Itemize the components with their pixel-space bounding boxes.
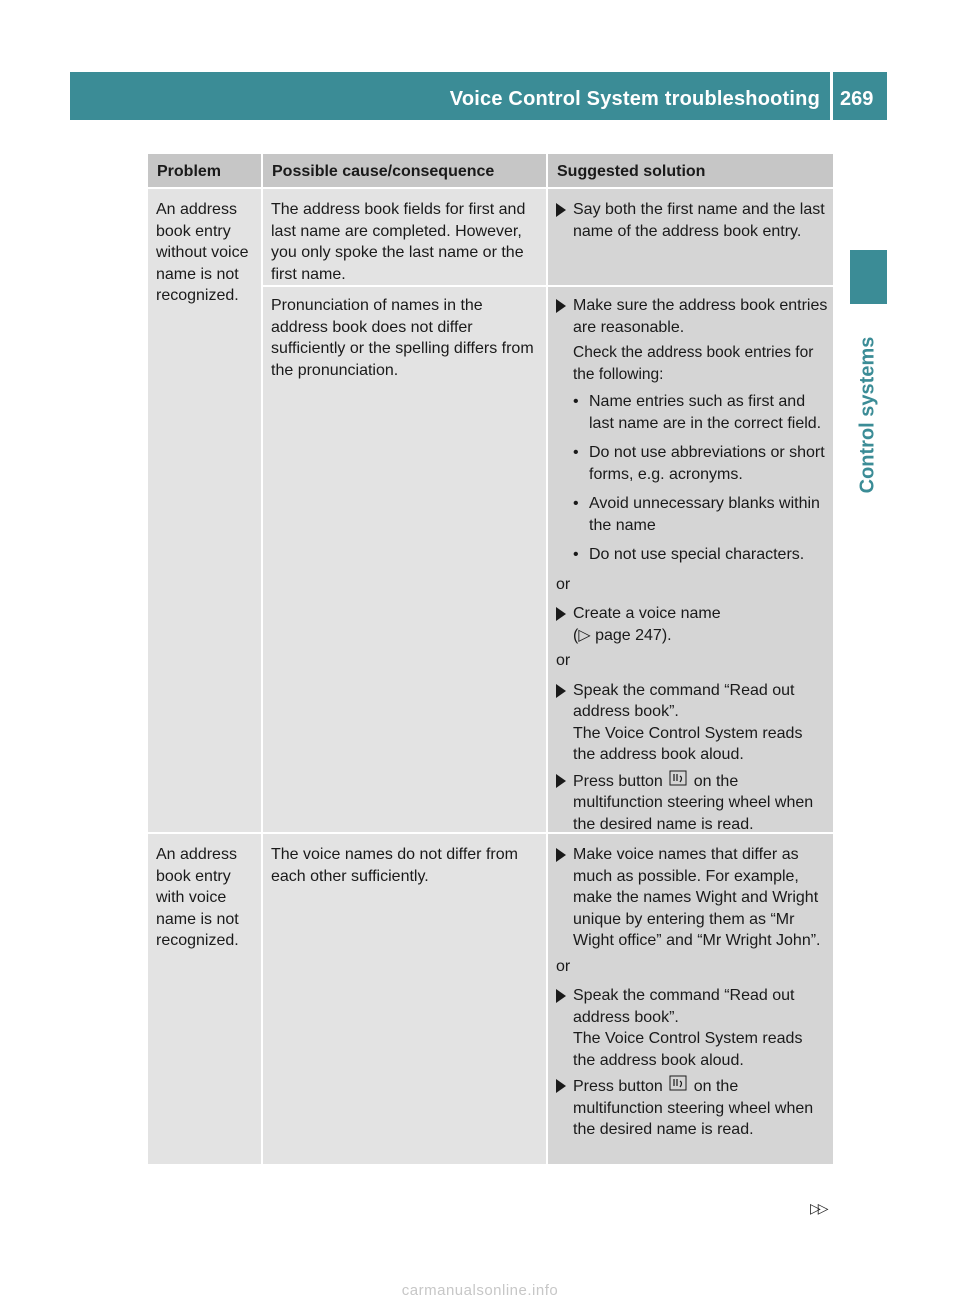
header-solution: Suggested solution: [548, 154, 833, 187]
triangle-arrow-icon: [556, 1079, 566, 1093]
or-separator: or: [556, 957, 571, 975]
section-tab: [850, 250, 887, 304]
triangle-arrow-icon: [556, 299, 566, 313]
or-separator: or: [556, 575, 571, 593]
solution-note: Check the address book entries for the following:: [573, 344, 814, 383]
row1-problem: An address book entry without voice name is not recognized.: [156, 201, 249, 304]
page-title: Voice Control System troubleshooting: [449, 88, 820, 110]
bullet-icon: •: [573, 393, 579, 410]
triangle-arrow-icon: [556, 848, 566, 862]
list-item: • Name entries such as first and last name are in the correct field.: [573, 393, 822, 432]
page-reference: (▷ page 247).: [573, 626, 672, 644]
list-item: • Do not use abbreviations or short forms, e.g. acronyms.: [573, 444, 825, 483]
header-divider: [830, 72, 833, 120]
troubleshooting-table: [148, 154, 833, 1164]
solution-step: Speak the command “Read out address book”. The Voice Control System reads the address book aloud.: [556, 985, 829, 1071]
row1-cause-b-cell: [263, 287, 546, 832]
triangle-arrow-icon: [556, 607, 566, 621]
solution-step: Make sure the address book entries are reasonable.: [556, 295, 829, 338]
solution-step: Speak the command “Read out address book”. The Voice Control System reads the address book aloud.: [556, 680, 829, 766]
solution-step: Create a voice name (▷ page 247).: [556, 603, 829, 646]
triangle-arrow-icon: [556, 203, 566, 217]
footer-watermark: carmanualsonline.info: [401, 1282, 559, 1299]
row2-problem: An address book entry with voice name is not recognized.: [156, 846, 239, 949]
list-item: • Do not use special characters.: [556, 544, 829, 566]
solution-step: Press button on the multifunction steering wheel when the desired name is read.: [556, 770, 829, 836]
row1-problem-cell: [148, 189, 261, 832]
row1-cause-a-cell: [263, 189, 546, 285]
bullet-icon: •: [573, 444, 579, 461]
bullet-icon: •: [573, 546, 579, 563]
solution-step: Say both the first name and the last name of the address book entry.: [556, 199, 829, 242]
or-separator: or: [556, 652, 571, 669]
voice-control-button-icon: [667, 770, 689, 793]
page-number: 269: [840, 88, 874, 110]
row2-problem-cell: [148, 834, 261, 1164]
voice-control-button-icon: [667, 1075, 689, 1098]
solution-step: Make voice names that differ as much as possible. For example, make the names Wight and Wright unique by entering them as “Mr Wight office” and “Mr Wright John”.: [556, 844, 829, 952]
bullet-icon: •: [573, 495, 579, 512]
triangle-arrow-icon: [556, 684, 566, 698]
row1-cause-a: The address book fields for first and last name are completed. However, you only spoke the last name or the first name.: [271, 201, 526, 283]
row2-solution-cell: [548, 834, 833, 1164]
triangle-arrow-icon: [556, 989, 566, 1003]
row1-solution-a-cell: [548, 189, 833, 285]
continue-arrows-icon: ▷▷: [810, 1200, 826, 1216]
row2-cause: The voice names do not differ from each other sufficiently.: [271, 846, 518, 885]
solution-step: Press button on the multifunction steering wheel when the desired name is read.: [556, 1075, 829, 1141]
header-cause: Possible cause/consequence: [263, 154, 546, 187]
row1-cause-b: Pronunciation of names in the address book does not differ sufficiently or the spelling differs from the pronunciation.: [271, 297, 534, 379]
header-problem: Problem: [148, 154, 261, 187]
row1-solution-b-cell: [548, 287, 833, 832]
row2-cause-cell: [263, 834, 546, 1164]
triangle-arrow-icon: [556, 774, 566, 788]
list-item: • Avoid unnecessary blanks within the name: [573, 495, 820, 534]
